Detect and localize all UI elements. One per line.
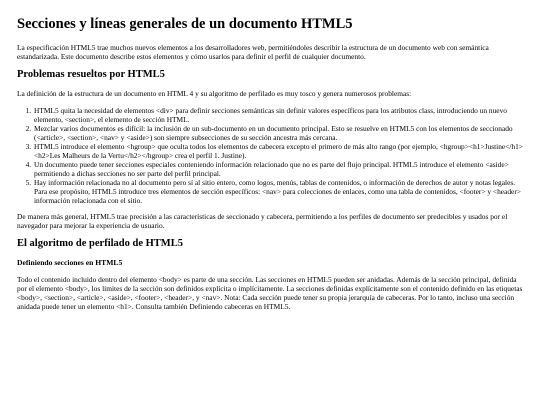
problems-list — [17, 106, 523, 205]
page-title: Secciones y líneas generales de un documento HTML5 — [17, 16, 353, 32]
list-item: 3. HTML5 introduce el elemento <hgroup> que oculta todos los elementos de cabecera excepto el primero de más alto rango (por ejemplo, <hgroup><h1>Justine</h1><h2>Les Malheurs de la Vertu</h2></hgroup> crea el perfil 1. Justine). — [33, 142, 523, 160]
list-item: 1. HTML5 quita la necesidad de elementos <div> para definir secciones semánticas sin definir valores específicos para los atributos class, introduciendo un nuevo elemento, <section>, el elemento de sección HTML. — [33, 106, 523, 124]
intro-paragraph: La especificación HTML5 trae muchos nuevos elementos a los desarrolladores web, permitiéndoles describir la estructura de un documento web con semántica estandarizada. Este documento describe estos elementos y cómo usarlos para definir el perfil de cualquier documento. — [17, 42, 489, 61]
defining-sections-paragraph: Todo el contenido incluido dentro del elemento <body> es parte de una sección. Las secciones en HTML5 pueden ser anidadas. Además de la sección principal, definida por el elemento <body>, los límites de la sección son definidos explícita o implícitamente. La secciones definidas explícitamente son el contenido definido en las etiquetas <body>, <section>, <article>, <aside>, <footer>, <header>, y <nav>. Nota: Cada sección puede tener su propia jerarquía de cabeceras. Por lo tanto, incluso una sección anidada puede tener un elemento <h1>. Consulta también Definiendo cabeceras en HTML5. — [17, 274, 523, 311]
list-item: 5. Hay información relacionada no al documento pero sí al sitio entero, como logos, menús, tablas de contenidos, o información de derechos de autor y notas legales. Para ese propósito, HTML5 introduce tres elementos de sección específicos: <nav> para colecciones de enlaces, como una tabla de contenidos, <footer> y <header> información relacionada con el sitio. — [33, 178, 523, 205]
problems-closing-paragraph: De manera más general, HTML5 trae precisión a las características de seccionado y cabecera, permitiendo a los perfiles de documento ser predecibles y usados por el navegador para mejorar la experiencia de usuario. — [17, 212, 508, 231]
section-heading-algorithm: El algoritmo de perfilado de HTML5 — [17, 238, 183, 250]
section-heading-problems: Problemas resueltos por HTML5 — [17, 68, 165, 80]
problems-lead-paragraph: La definición de la estructura de un documento en HTML 4 y su algoritmo de perfilado es muy tosco y genera numerosos problemas: — [17, 88, 412, 98]
list-item: 2. Mezclar varios documentos es difícil: la inclusión de un sub-documento en un documento principal. Esto se resuelve en HTML5 con los elementos de seccionado (<article>, <section>, <nav> y <aside>) son siempre subsecciones de su sección ancestra más cercana. — [33, 124, 523, 142]
list-item: 4. Un documento puede tener secciones especiales conteniendo información relacionado que no es parte del flujo principal. HTML5 introduce el elemento <aside> permitiendo a dichas secciones no ser parte del perfil principal. — [33, 160, 523, 178]
subsection-heading-defining-sections: Definiendo secciones en HTML5 — [17, 258, 123, 268]
